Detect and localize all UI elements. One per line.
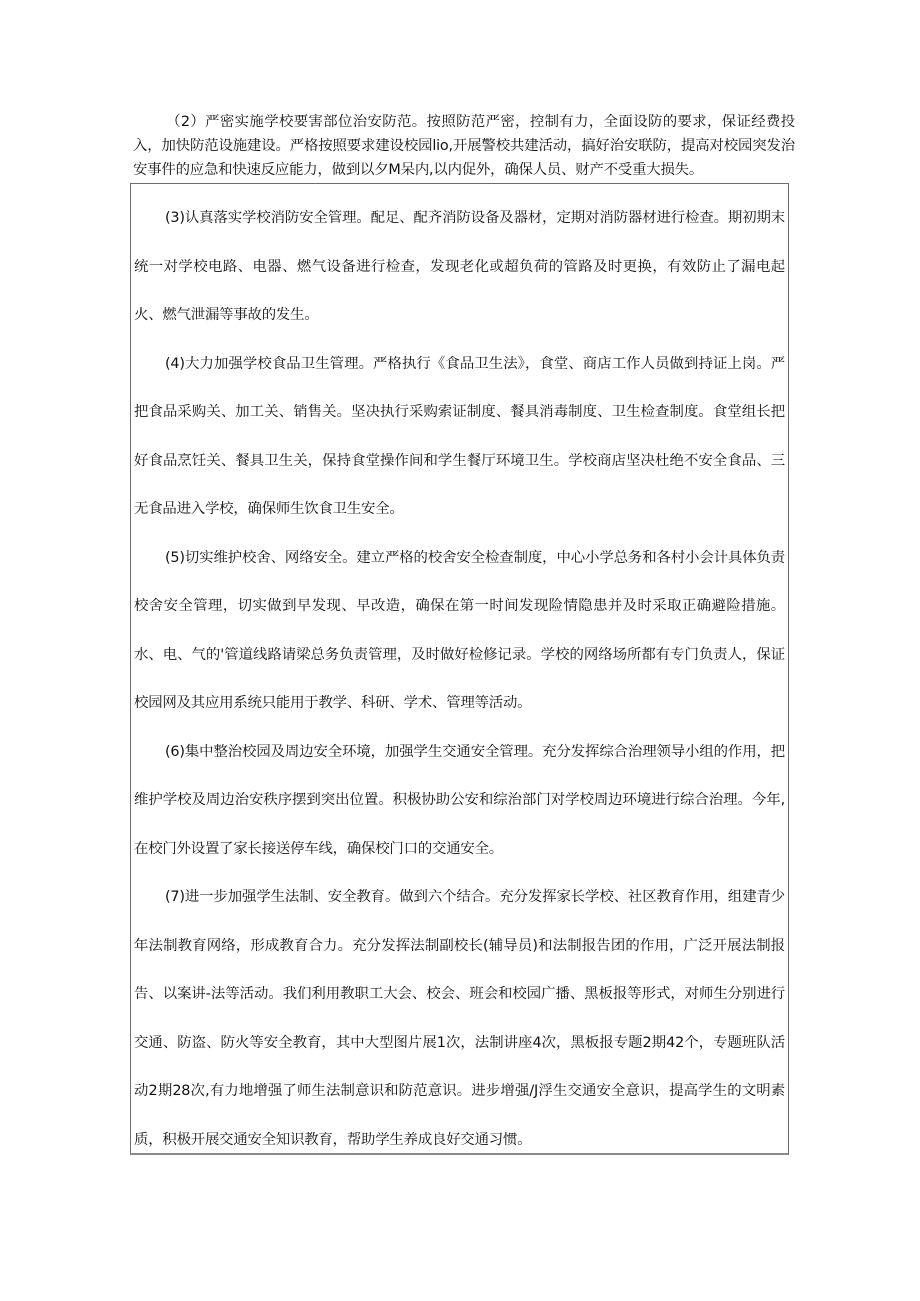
paragraph-food-hygiene [131,340,788,534]
paragraph-text: (3)认真落实学校消防安全管理。配足、配齐消防设备及器材，定期对消防器材进行检查。期初期末统一对学校电路、电器、燃气设备进行检查，发现老化或超负荷的管路及时更换，有效防止了漏电起火、燃气泄漏等事故的发生。 [134,210,785,323]
paragraph-building-network-safety [131,534,788,728]
paragraph-text: (7)进一步加强学生法制、安全教育。做到六个结合。充分发挥家长学校、社区教育作用，组建青少年法制教育网络，形成教育合力。充分发挥法制副校长(辅导员)和法制报告团的作用，广泛开展法制报告、以案讲-法等活动。我们利用教职工大会、校会、班会和校园广播、黑板报等形式，对师生分别进行交通、防盗、防火等安全教育，其中大型图片展1次，法制讲座4次，黑板报专题2期42个，专题班队活动2期28次,有力地增强了师生法制意识和防范意识。进步增强/J浮生交通安全意识，提高学生的文明素质，积极开展交通安全知识教育，帮助学生养成良好交通习惯。 [134,889,785,1148]
paragraph-text: (5)切实维护校舍、网络安全。建立严格的校舍安全检查制度，中心小学总务和各村小会计具体负责校舍安全管理，切实做到早发现、早改造，确保在第一时间发现险情隐患并及时采取正确避险措施。水、电、气的'管道线路请梁总务负责管理，及时做好检修记录。学校的网络场所都有专门负责人，保证校园网及其应用系统只能用于教学、科研、学术、管理等活动。 [134,549,785,711]
paragraph-text: (6)集中整治校园及周边安全环境，加强学生交通安全管理。充分发挥综合治理领导小组的作用，把维护学校及周边治安秩序摆到突出位置。积极协助公安和综治部门对学校周边环境进行综合治理。今年,在校门外设置了家长接送停车线，确保校门口的交通安全。 [134,743,785,857]
bordered-text-box [130,183,789,1155]
paragraph-legal-safety-education [131,873,788,1164]
paragraph-campus-environment [131,728,788,874]
intro-paragraph: （2）严密实施学校要害部位治安防范。按照防范严密，控制有力，全面设防的要求，保证经费投入，加快防范设施建设。严格按照要求建设校园lio,开展警校共建活动，搞好治安联防，提高对校园突发治安事件的应急和快速反应能力，做到以夕M呆内,以内促外，确保人员、财产不受重大损失。 [133,114,795,178]
paragraph-text: (4)大力加强学校食品卫生管理。严格执行《食品卫生法》，食堂、商店工作人员做到持证上岗。严把食品采购关、加工关、销售关。坚决执行采购索证制度、餐具消毒制度、卫生检查制度。食堂组长把好食品烹饪关、餐具卫生关，保持食堂操作间和学生餐厅环境卫生。学校商店坚决杜绝不安全食品、三无食品进入学校，确保师生饮食卫生安全。 [134,355,785,517]
boxed-paragraphs [131,194,788,1164]
paragraph-fire-safety [131,194,788,340]
